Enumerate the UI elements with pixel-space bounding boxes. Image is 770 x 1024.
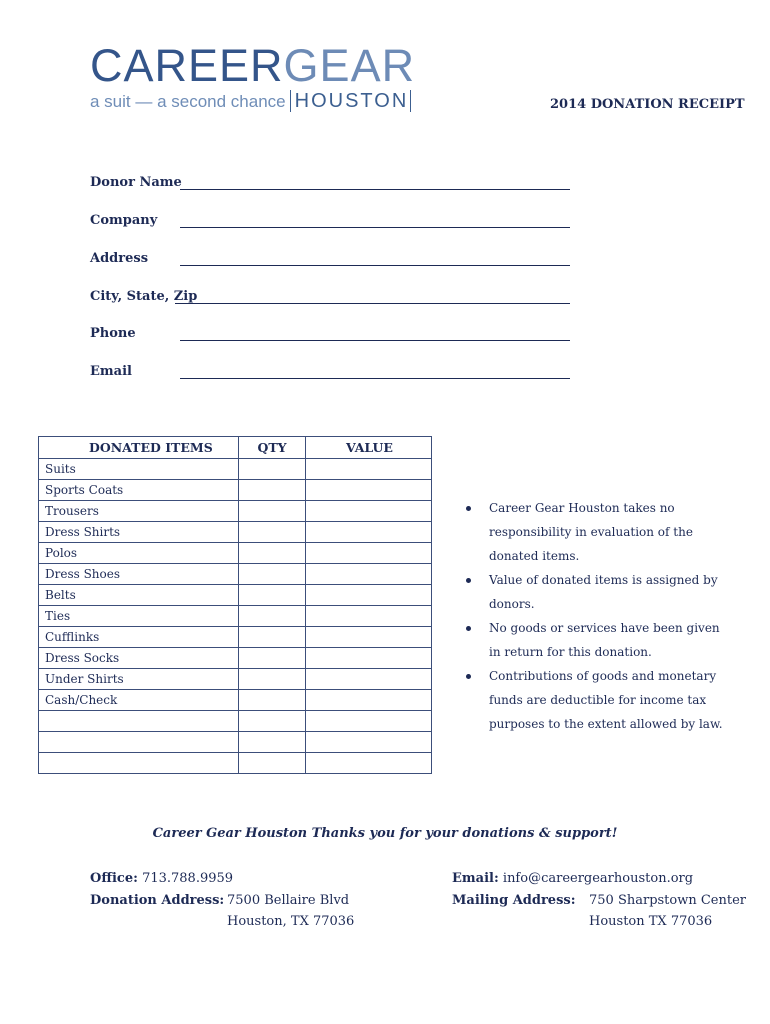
- disclaimer-item: [466, 616, 726, 664]
- logo-tagline: a suit — a second chance: [90, 92, 286, 111]
- table-row: [39, 585, 432, 606]
- table-row: [39, 690, 432, 711]
- table-header-row: [39, 437, 432, 459]
- value-cell[interactable]: [306, 606, 432, 627]
- table-row: [39, 648, 432, 669]
- table-row: [39, 606, 432, 627]
- table-row: [39, 480, 432, 501]
- qty-cell[interactable]: [239, 501, 306, 522]
- donation-address-line1: 7500 Bellaire Blvd: [227, 893, 350, 908]
- value-cell[interactable]: [306, 480, 432, 501]
- bullet-icon: [466, 674, 471, 679]
- qty-cell[interactable]: [239, 753, 306, 774]
- disclaimer-text: Contributions of goods and monetary funds are deductible for income tax purposes to the extent allowed by law.: [489, 669, 723, 731]
- value-cell[interactable]: [306, 564, 432, 585]
- value-cell[interactable]: [306, 732, 432, 753]
- bullet-icon: [466, 578, 471, 583]
- table-row: [39, 711, 432, 732]
- value-cell[interactable]: [306, 690, 432, 711]
- donor-name-label: Donor Name: [90, 175, 182, 190]
- logo-city: HOUSTON: [290, 90, 412, 112]
- email-line[interactable]: [180, 378, 570, 379]
- value-cell[interactable]: [306, 711, 432, 732]
- phone-line[interactable]: [180, 340, 570, 341]
- contact-email-value[interactable]: info@careergearhouston.org: [502, 871, 694, 886]
- office-value: 713.788.9959: [142, 871, 234, 886]
- header-donated-items: DONATED ITEMS: [39, 437, 239, 459]
- donated-items-table: [38, 436, 432, 774]
- company-label: Company: [90, 213, 158, 228]
- bullet-icon: [466, 506, 471, 511]
- qty-cell[interactable]: [239, 627, 306, 648]
- qty-cell[interactable]: [239, 690, 306, 711]
- header-qty: QTY: [239, 437, 306, 459]
- careergear-logo: [90, 42, 415, 113]
- value-cell[interactable]: [306, 543, 432, 564]
- table-row: [39, 669, 432, 690]
- value-cell[interactable]: [306, 459, 432, 480]
- office-phone: [90, 871, 233, 886]
- address-label: Address: [90, 251, 149, 266]
- donation-address-line2: Houston, TX 77036: [227, 914, 355, 929]
- receipt-title: 2014 DONATION RECEIPT: [550, 97, 745, 112]
- city-state-zip-field[interactable]: [90, 289, 570, 311]
- value-cell[interactable]: [306, 669, 432, 690]
- company-field[interactable]: [90, 213, 570, 235]
- item-name: Polos: [39, 543, 239, 564]
- office-label: Office:: [90, 871, 138, 886]
- contact-email-label: Email:: [452, 871, 499, 886]
- disclaimer-list: [466, 496, 726, 736]
- item-name: Cufflinks: [39, 627, 239, 648]
- item-name: Under Shirts: [39, 669, 239, 690]
- phone-field[interactable]: [90, 326, 570, 348]
- qty-cell[interactable]: [239, 732, 306, 753]
- disclaimer-text: No goods or services have been given in return for this donation.: [489, 621, 720, 659]
- qty-cell[interactable]: [239, 606, 306, 627]
- qty-cell[interactable]: [239, 648, 306, 669]
- donor-name-line[interactable]: [180, 189, 570, 190]
- mailing-address-label: Mailing Address:: [452, 893, 576, 908]
- header-value: VALUE: [306, 437, 432, 459]
- qty-cell[interactable]: [239, 564, 306, 585]
- address-field[interactable]: [90, 251, 570, 273]
- table-row: [39, 627, 432, 648]
- qty-cell[interactable]: [239, 480, 306, 501]
- value-cell[interactable]: [306, 585, 432, 606]
- item-name: Suits: [39, 459, 239, 480]
- address-line[interactable]: [180, 265, 570, 266]
- qty-cell[interactable]: [239, 459, 306, 480]
- value-cell[interactable]: [306, 522, 432, 543]
- disclaimer-item: [466, 496, 726, 568]
- bullet-icon: [466, 626, 471, 631]
- item-name: Sports Coats: [39, 480, 239, 501]
- table-row: [39, 732, 432, 753]
- disclaimer-item: [466, 664, 726, 736]
- item-name[interactable]: [39, 711, 239, 732]
- table-row: [39, 753, 432, 774]
- item-name: Ties: [39, 606, 239, 627]
- qty-cell[interactable]: [239, 585, 306, 606]
- email-label: Email: [90, 364, 132, 379]
- qty-cell[interactable]: [239, 522, 306, 543]
- disclaimer-text: Career Gear Houston takes no responsibility in evaluation of the donated items.: [489, 501, 693, 563]
- logo-wordmark: [90, 42, 415, 90]
- item-name: Cash/Check: [39, 690, 239, 711]
- logo-tagline-row: [90, 90, 415, 113]
- logo-word-gear: GEAR: [283, 40, 416, 91]
- mailing-address-line2: Houston TX 77036: [589, 914, 713, 929]
- mailing-address-line1: 750 Sharpstown Center: [589, 893, 747, 908]
- item-name: Dress Shoes: [39, 564, 239, 585]
- qty-cell[interactable]: [239, 711, 306, 732]
- city-state-zip-line[interactable]: [175, 303, 570, 304]
- table-row: [39, 564, 432, 585]
- email-field[interactable]: [90, 364, 570, 386]
- item-name: Trousers: [39, 501, 239, 522]
- item-name[interactable]: [39, 732, 239, 753]
- disclaimer-item: [466, 568, 726, 616]
- donation-address-label: Donation Address:: [90, 893, 225, 908]
- value-cell[interactable]: [306, 627, 432, 648]
- phone-label: Phone: [90, 326, 136, 341]
- value-cell[interactable]: [306, 753, 432, 774]
- thank-you-message: Career Gear Houston Thanks you for your donations & support!: [152, 826, 618, 841]
- value-cell[interactable]: [306, 648, 432, 669]
- value-cell[interactable]: [306, 501, 432, 522]
- donor-name-field[interactable]: [90, 175, 570, 197]
- qty-cell[interactable]: [239, 669, 306, 690]
- table-row: [39, 522, 432, 543]
- city-state-zip-label: City, State, Zip: [90, 289, 198, 304]
- table-row: [39, 459, 432, 480]
- qty-cell[interactable]: [239, 543, 306, 564]
- item-name: Belts: [39, 585, 239, 606]
- item-name[interactable]: [39, 753, 239, 774]
- disclaimer-text: Value of donated items is assigned by donors.: [489, 573, 718, 611]
- contact-email: [452, 871, 693, 886]
- company-line[interactable]: [180, 227, 570, 228]
- item-name: Dress Socks: [39, 648, 239, 669]
- logo-word-career: CAREER: [90, 40, 284, 91]
- item-name: Dress Shirts: [39, 522, 239, 543]
- table-row: [39, 543, 432, 564]
- table-row: [39, 501, 432, 522]
